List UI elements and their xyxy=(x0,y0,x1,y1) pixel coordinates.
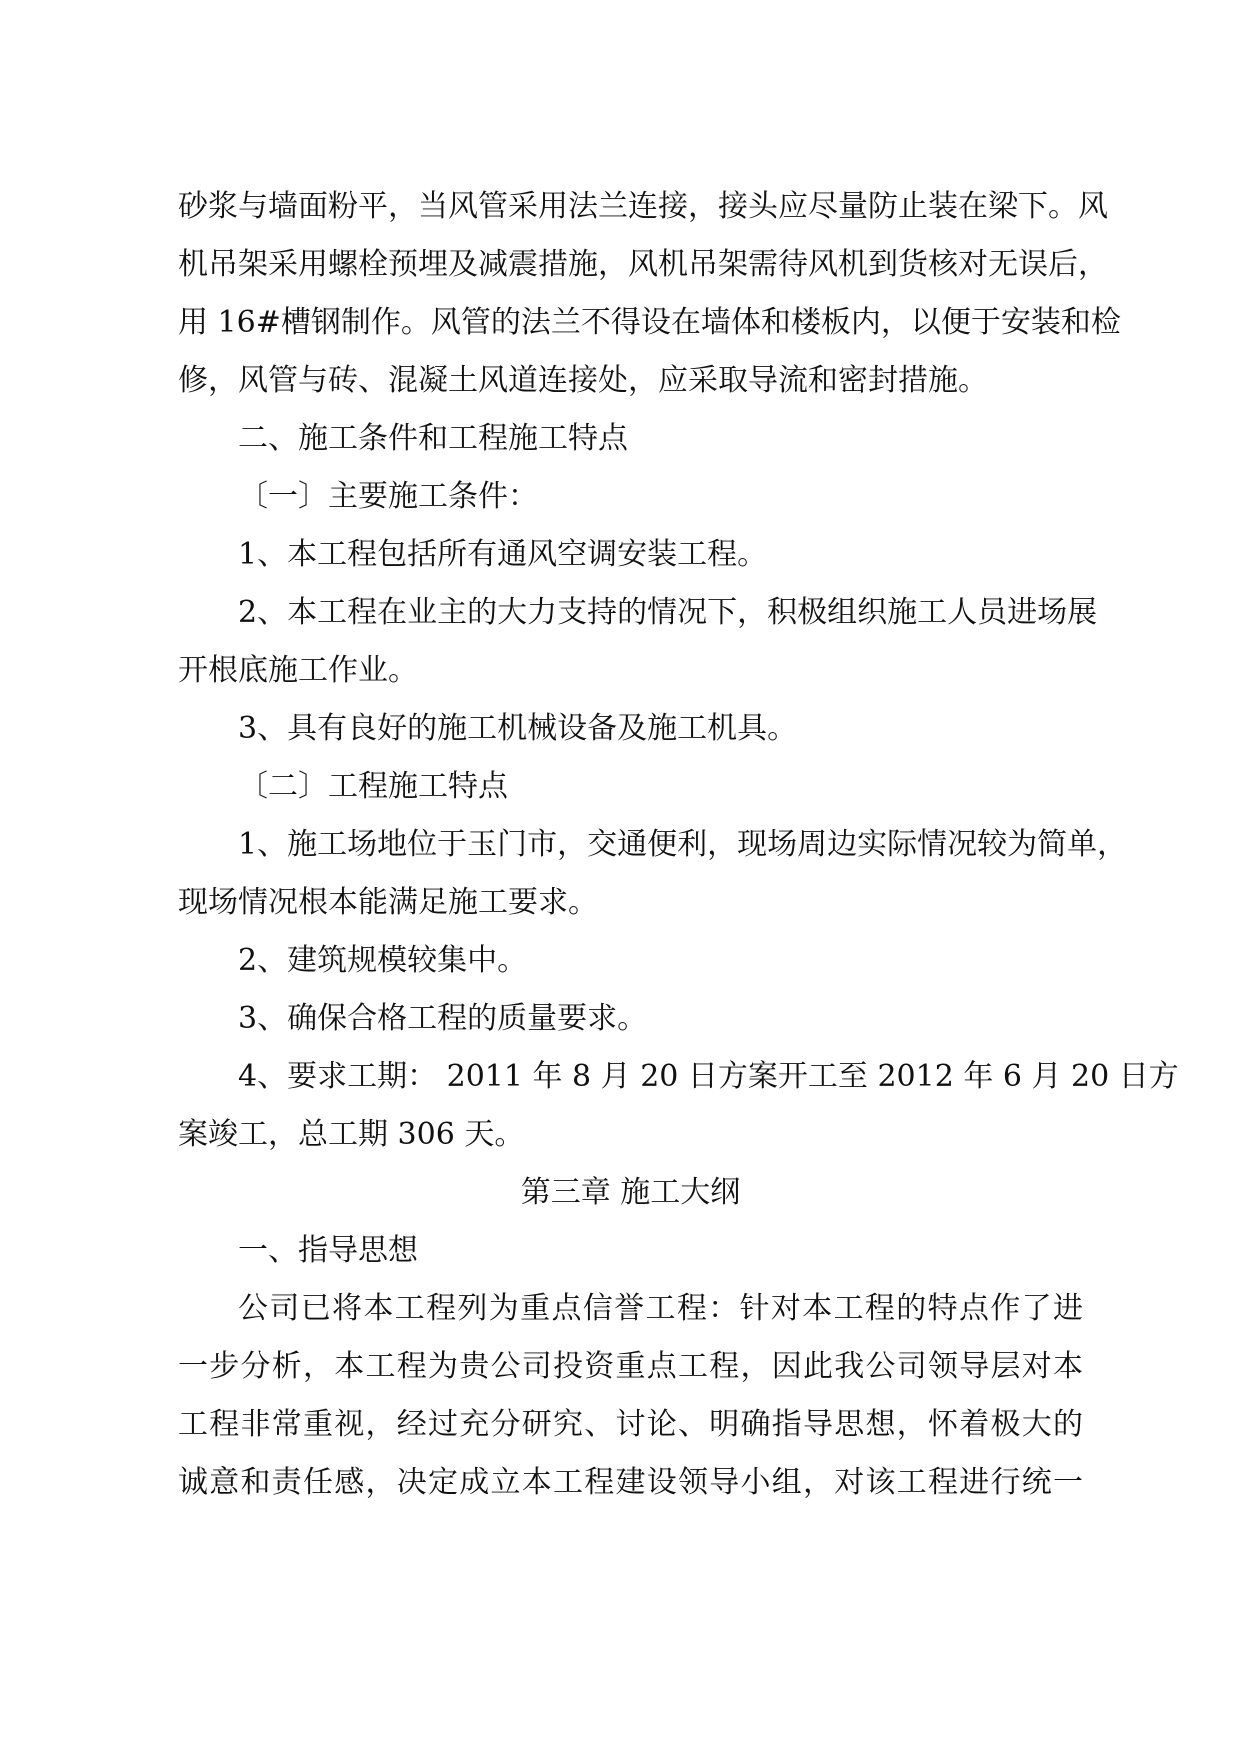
body-line: 用 16#槽钢制作。风管的法兰不得设在墙体和楼板内，以便于安装和检 xyxy=(178,305,1121,340)
section-heading: 二、施工条件和工程施工特点 xyxy=(238,421,628,456)
list-item-continuation: 案竣工，总工期 306 天。 xyxy=(178,1117,525,1152)
list-item: 1、施工场地位于玉门市，交通便利，现场周边实际情况较为简单， xyxy=(238,827,1128,862)
list-item-continuation: 现场情况根本能满足施工要求。 xyxy=(178,885,598,920)
list-item-continuation: 开根底施工作业。 xyxy=(178,653,418,688)
body-line: 诚意和责任感，决定成立本工程建设领导小组，对该工程进行统一 xyxy=(178,1465,1083,1500)
list-item: 3、具有良好的施工机械设备及施工机具。 xyxy=(238,711,798,746)
list-item: 2、本工程在业主的大力支持的情况下，积极组织施工人员进场展 xyxy=(238,595,1098,630)
list-item: 2、建筑规模较集中。 xyxy=(238,943,528,978)
list-item: 3、确保合格工程的质量要求。 xyxy=(238,1001,648,1036)
section-heading: 一、指导思想 xyxy=(238,1233,418,1268)
subsection-heading: 〔一〕主要施工条件： xyxy=(238,479,538,514)
document-page xyxy=(178,178,1179,1512)
list-item: 1、本工程包括所有通风空调安装工程。 xyxy=(238,537,768,572)
body-line: 机吊架采用螺栓预埋及减震措施，风机吊架需待风机到货核对无误后， xyxy=(178,247,1108,282)
chapter-title: 第三章 施工大纲 xyxy=(520,1175,741,1210)
body-line: 公司已将本工程列为重点信誉工程：针对本工程的特点作了进 xyxy=(238,1291,1083,1326)
list-item: 4、要求工期： 2011 年 8 月 20 日方案开工至 2012 年 6 月 20 日方 xyxy=(238,1059,1179,1094)
body-line: 一步分析，本工程为贵公司投资重点工程，因此我公司领导层对本 xyxy=(178,1349,1083,1384)
body-line: 砂浆与墙面粉平，当风管采用法兰连接，接头应尽量防止装在梁下。风 xyxy=(178,189,1108,224)
subsection-heading: 〔二〕工程施工特点 xyxy=(238,769,508,804)
body-line: 修，风管与砖、混凝土风道连接处，应采取导流和密封措施。 xyxy=(178,363,988,398)
body-line: 工程非常重视，经过充分研究、讨论、明确指导思想，怀着极大的 xyxy=(178,1407,1083,1442)
